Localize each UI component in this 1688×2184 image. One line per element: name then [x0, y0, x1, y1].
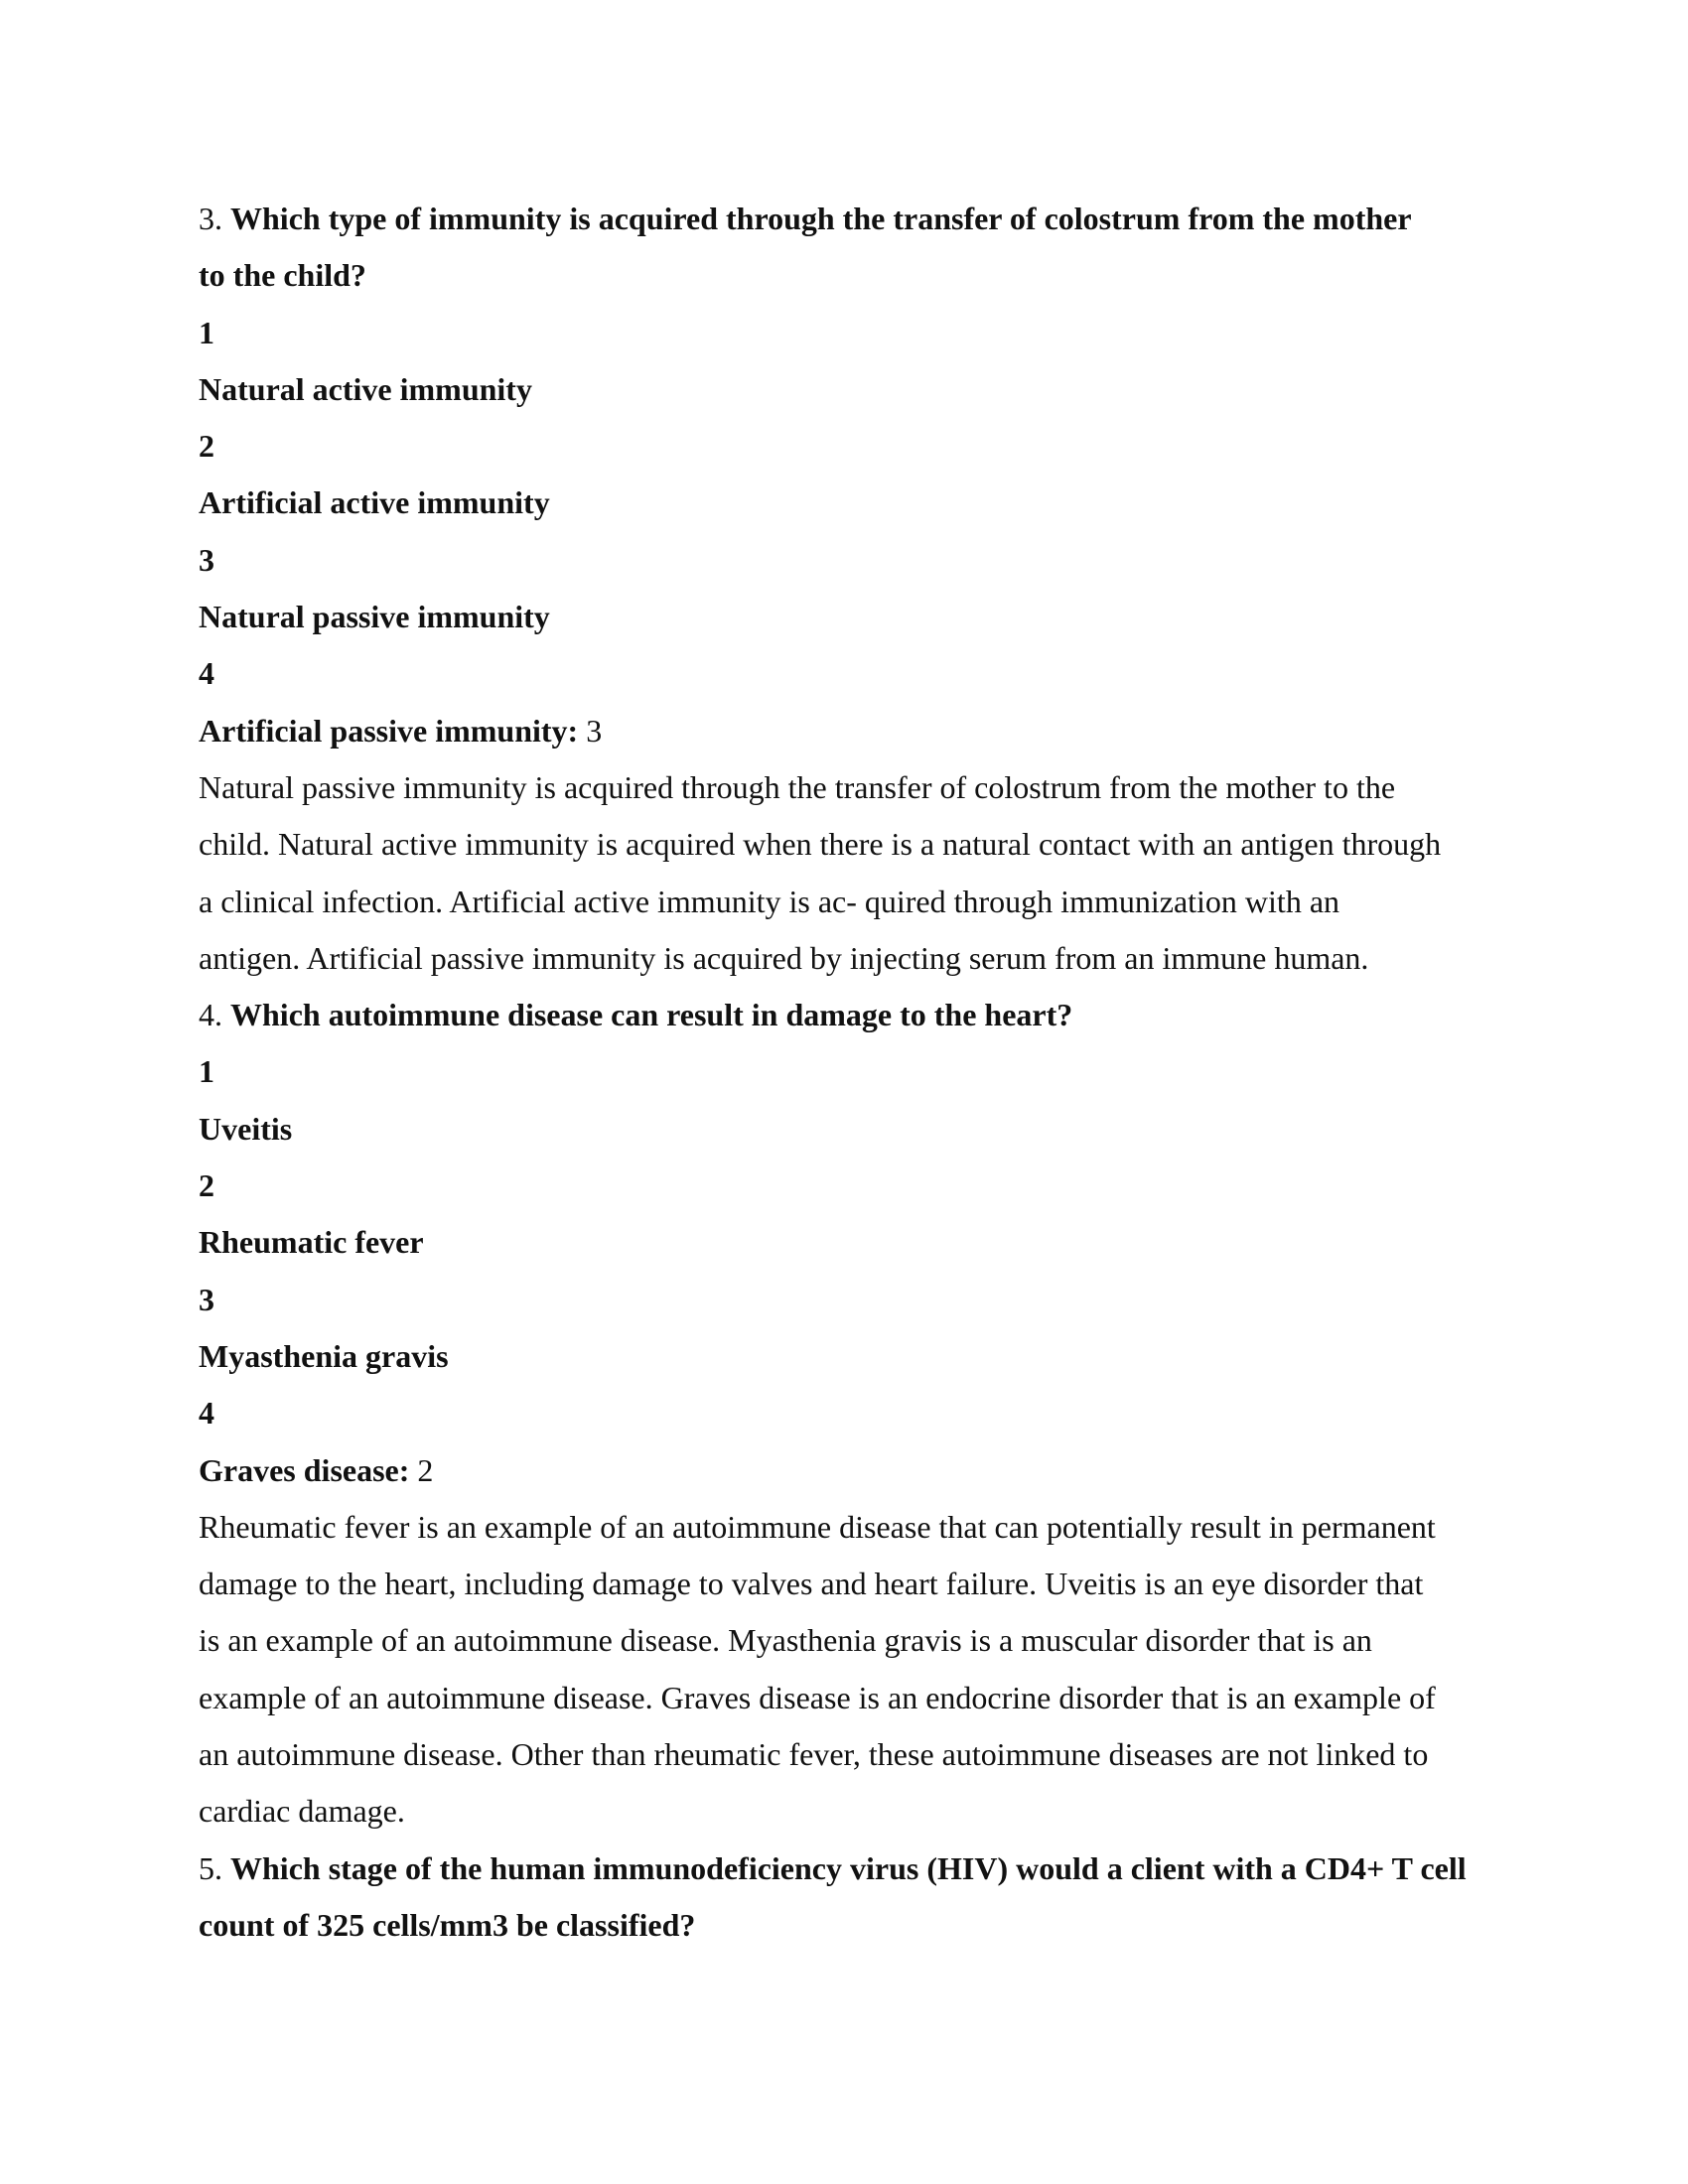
- question-3-line-2: to the child?: [199, 257, 366, 294]
- question-5-line-2: count of 325 cells/mm3 be classified?: [199, 1906, 696, 1943]
- question-stem: Which stage of the human immunodeficiency virus (HIV) would a client with a CD4+ T cell: [230, 1849, 1467, 1886]
- question-stem: Which type of immunity is acquired through the transfer of colostrum from the mother: [230, 201, 1412, 236]
- question-number: 4.: [199, 997, 222, 1033]
- option-text: Natural passive immunity: [199, 599, 550, 635]
- rationale-line: an autoimmune disease. Other than rheumatic fever, these autoimmune diseases are not linked to: [199, 1736, 1429, 1773]
- rationale-line: example of an autoimmune disease. Graves disease is an endocrine disorder that is an example of: [199, 1679, 1436, 1715]
- rationale-line: cardiac damage.: [199, 1793, 405, 1830]
- option-text: Rheumatic fever: [199, 1224, 424, 1261]
- option-number: 4: [199, 655, 214, 692]
- option-text: Natural active immunity: [199, 370, 532, 407]
- question-stem: Which autoimmune disease can result in damage to the heart?: [230, 997, 1073, 1033]
- option-number: 1: [199, 1053, 214, 1090]
- option-number: 3: [199, 541, 214, 578]
- answer-key: 2: [417, 1451, 434, 1488]
- option-text: Artificial passive immunity:: [199, 712, 579, 749]
- rationale-line: is an example of an autoimmune disease. Myasthenia gravis is a muscular disorder that is an: [199, 1622, 1372, 1659]
- rationale-line: a clinical infection. Artificial active immunity is ac- quired through immunization with an: [199, 883, 1340, 919]
- rationale-line: Rheumatic fever is an example of an autoimmune disease that can potentially result in permanent: [199, 1508, 1436, 1545]
- question-4-line-1: [199, 992, 1489, 1048]
- question-5-line-1: [199, 1845, 1489, 1902]
- option-number: 4: [199, 1395, 214, 1432]
- option-number: 3: [199, 1281, 214, 1317]
- rationale-line: Natural passive immunity is acquired through the transfer of colostrum from the mother to the: [199, 768, 1396, 805]
- option-number: 2: [199, 1167, 214, 1204]
- answer-key: 3: [586, 712, 603, 749]
- question-number: 5.: [199, 1849, 222, 1886]
- option-number: 1: [199, 314, 214, 350]
- option-number: 2: [199, 428, 214, 465]
- rationale-line: antigen. Artificial passive immunity is acquired by injecting serum from an immune human.: [199, 939, 1369, 976]
- rationale-line: child. Natural active immunity is acquired when there is a natural contact with an antigen through: [199, 826, 1442, 863]
- option-text: Myasthenia gravis: [199, 1337, 449, 1374]
- rationale-line: damage to the heart, including damage to valves and heart failure. Uveitis is an eye disorder that: [199, 1566, 1424, 1602]
- last-option-with-answer: [199, 1447, 1489, 1504]
- option-text: Graves disease:: [199, 1451, 410, 1488]
- question-number: 3.: [199, 201, 222, 236]
- option-text: Artificial active immunity: [199, 484, 550, 521]
- last-option-with-answer: [199, 708, 1489, 764]
- question-3-line-1: [199, 196, 1489, 252]
- document-page: [199, 196, 1489, 1959]
- option-text: Uveitis: [199, 1110, 293, 1147]
